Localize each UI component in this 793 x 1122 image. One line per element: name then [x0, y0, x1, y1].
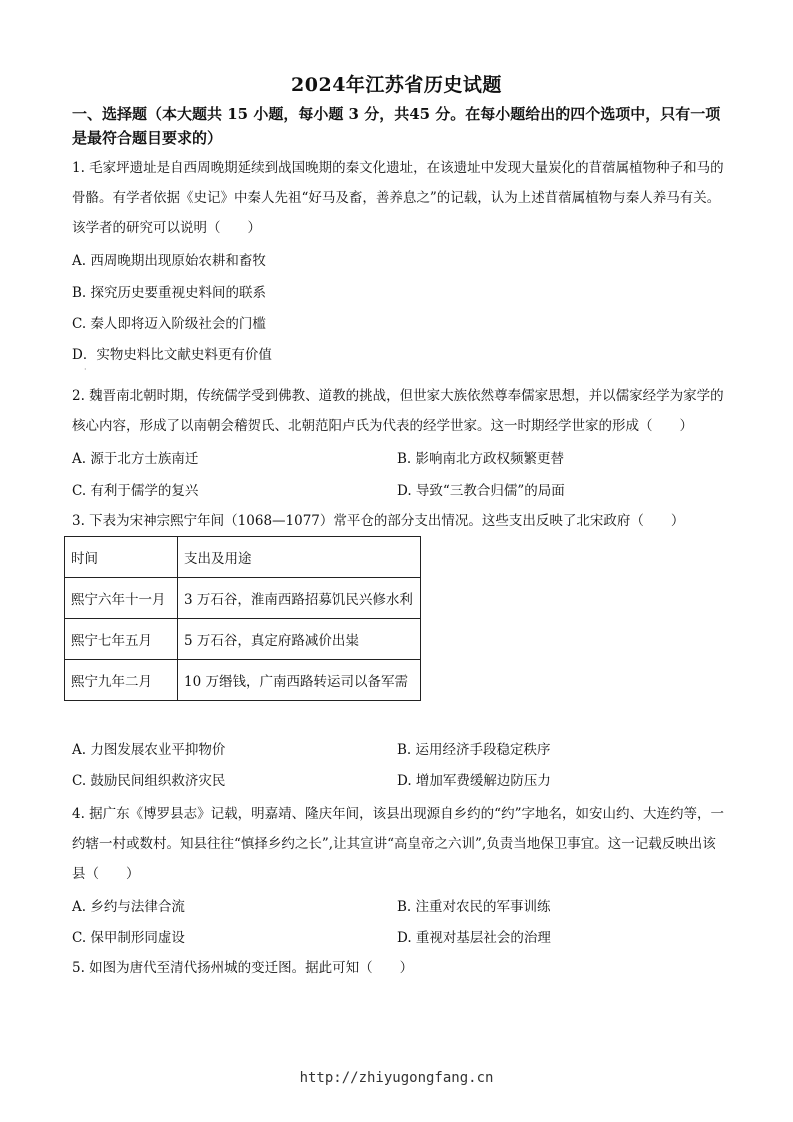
question-1-option-b: B. 探究历史要重视史料间的联系: [72, 285, 267, 301]
question-3-option-c: C. 鼓励民间组织救济灾民: [72, 773, 226, 789]
table-row: [65, 660, 421, 701]
question-3-option-b: B. 运用经济手段稳定秩序: [397, 742, 551, 758]
question-1-option-a: A. 西周晚期出现原始农耕和畜牧: [72, 253, 266, 269]
section-heading: 一、选择题（本大题共 15 小题，每小题 3 分，共45 分。在每小题给出的四个选项中，只有一项是最符合题目要求的）: [72, 105, 721, 147]
question-2-option-a: A. 源于北方士族南迁: [72, 451, 199, 467]
table-cell: 熙宁九年二月: [65, 660, 178, 701]
page-title: 2024年江苏省历史试题: [291, 74, 502, 96]
table-header-cell: 时间: [65, 537, 178, 578]
question-3-option-d: D. 增加军费缓解边防压力: [397, 773, 551, 789]
table-header-cell: 支出及用途: [178, 537, 421, 578]
question-1-option-d: D．实物史料比文献史料更有价值: [72, 347, 272, 363]
table-row: [65, 619, 421, 660]
question-2-option-d: D. 导致“三教合归儒”的局面: [397, 483, 565, 499]
question-5-stem: 5. 如图为唐代至清代扬州城的变迁图。据此可知（ ）: [72, 960, 414, 976]
question-3-option-a: A. 力图发展农业平抑物价: [72, 742, 226, 758]
footer-url: http://zhiyugongfang.cn: [299, 1070, 494, 1086]
question-3-table: [64, 536, 421, 701]
table-row: [65, 578, 421, 619]
question-2-option-b: B. 影响南北方政权频繁更替: [397, 451, 565, 467]
question-1-stem: 1. 毛家坪遗址是自西周晚期延续到战国晚期的秦文化遗址，在该遗址中发现大量炭化的苜蓿属植物种子和马的骨骼。有学者依据《史记》中秦人先祖“好马及畜，善养息之”的记载，认为上述苜蓿属植物与秦人养马有关。该学者的研究可以说明（ ）: [72, 160, 724, 236]
question-3-stem: 3. 下表为宋神宗熙宁年间（1068—1077）常平仓的部分支出情况。这些支出反映了北宋政府（ ）: [72, 513, 685, 529]
table-cell: 3 万石谷，淮南西路招募饥民兴修水利: [178, 578, 421, 619]
question-4-option-a: A. 乡约与法律合流: [72, 899, 185, 915]
scan-speck: ·: [84, 365, 87, 374]
question-2-stem: 2. 魏晋南北朝时期，传统儒学受到佛教、道教的挑战，但世家大族依然尊奉儒家思想，并以儒家经学为家学的核心内容，形成了以南朝会稽贺氏、北朝范阳卢氏为代表的经学世家。这一时期经学世家的形成（ ）: [72, 388, 724, 434]
table-cell: 熙宁六年十一月: [65, 578, 178, 619]
question-1-option-c: C. 秦人即将迈入阶级社会的门槛: [72, 316, 266, 332]
question-4-option-d: D. 重视对基层社会的治理: [397, 930, 551, 946]
question-4-option-b: B. 注重对农民的军事训练: [397, 899, 551, 915]
question-4-option-c: C. 保甲制形同虚设: [72, 930, 185, 946]
table-cell: 5 万石谷，真定府路减价出粜: [178, 619, 421, 660]
table-cell: 熙宁七年五月: [65, 619, 178, 660]
table-cell: 10 万缗钱，广南西路转运司以备军需: [178, 660, 421, 701]
question-2-option-c: C. 有利于儒学的复兴: [72, 483, 199, 499]
question-4-stem: 4. 据广东《博罗县志》记载，明嘉靖、隆庆年间，该县出现源自乡约的“约”字地名，如安山约、大连约等，一约辖一村或数村。知县往往“慎择乡约之长”,让其宣讲“高皇帝之六训”,负责当地保卫事宜。这一记载反映出该县（ ）: [72, 806, 724, 882]
table-header-row: [65, 537, 421, 578]
